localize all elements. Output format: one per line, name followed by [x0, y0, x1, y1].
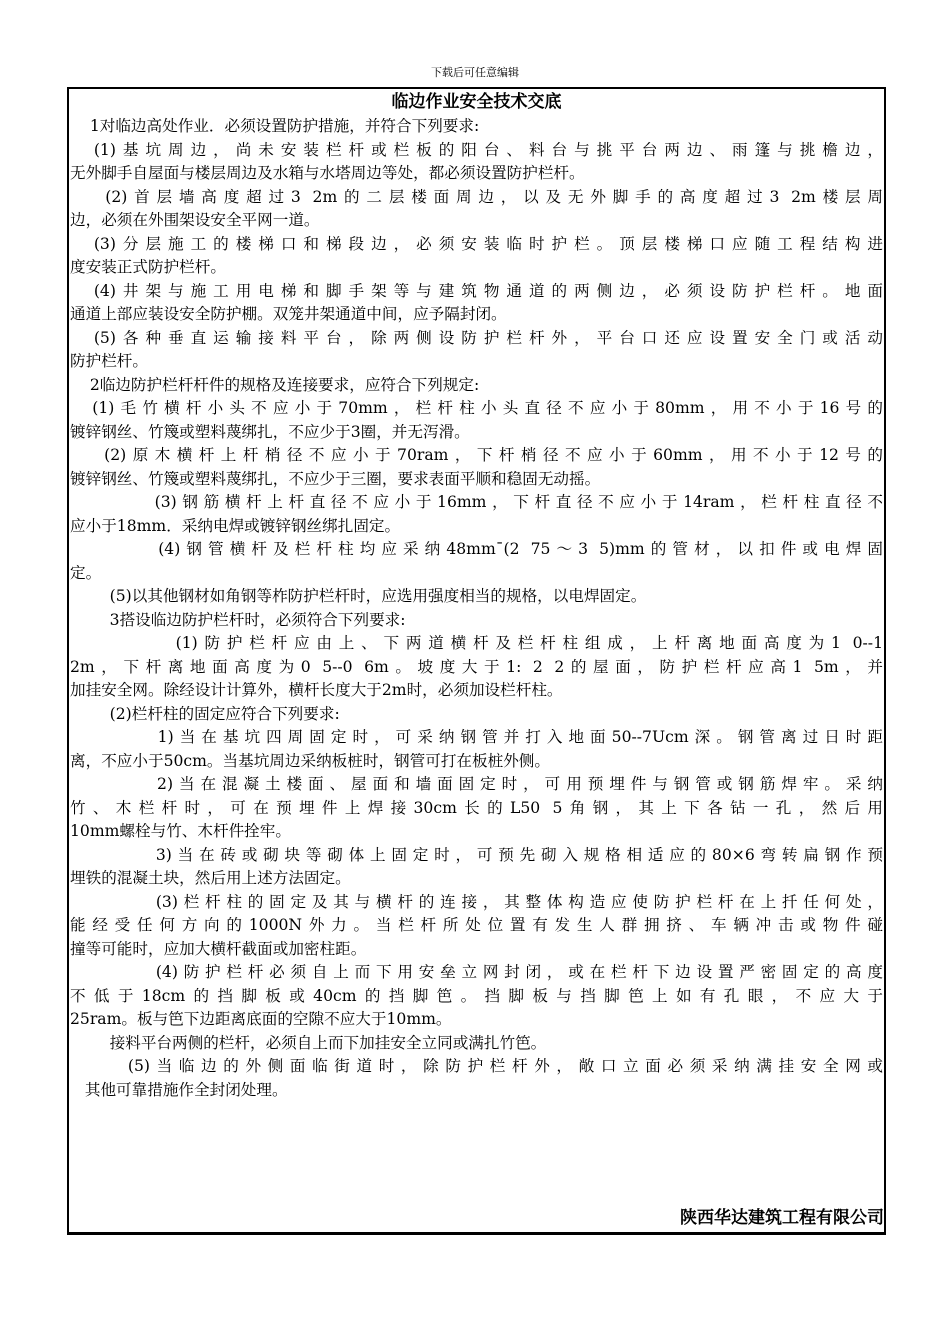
text-line: 离，不应小于50cm。当基坑周边采纳板桩时，钢管可打在板桩外侧。: [70, 751, 550, 770]
text-line: 10mm螺栓与竹、木杆件拴牢。: [70, 822, 291, 840]
text-line: 2临边防护栏杆杆件的规格及连接要求，应符合下列规定:: [70, 375, 480, 394]
text-line: 通道上部应装设安全防护棚。双笼井架通道中间，应予隔封闭。: [70, 305, 507, 323]
text-line: 定。: [70, 563, 102, 582]
text-line: 镀锌钢丝、竹篾或塑料蔑绑扎，不应少于三圈，要求表面平顺和稳固无动摇。: [70, 469, 601, 488]
text-line: 1)当在基坑四周固定时，可采纳钢管并打入地面50--7Ucm深。钢管离过日时距: [70, 728, 883, 746]
header-note: 下载后可任意编辑: [431, 66, 519, 79]
text-line: 撞等可能时，应加大横杆截面或加密柱距。: [70, 939, 367, 958]
text-line: (5)各种垂直运输接料平台，除两侧设防护栏杆外，平台口还应设置安全门或活动: [70, 328, 883, 347]
text-line: (5)当临边的外侧面临街道时，除防护栏杆外，敞口立面必须采纳满挂安全网或: [70, 1057, 883, 1075]
text-line: 埋铁的混凝土块，然后用上述方法固定。: [70, 869, 351, 887]
text-line: (4)井架与施工用电梯和脚手架等与建筑物通道的两侧边，必须设防护栏杆。地面: [70, 281, 883, 300]
text-line: 竹、木栏杆时，可在预埋件上焊接30cm长的L50 5角钢，其上下各钻一孔，然后用: [70, 798, 883, 817]
text-line: 1对临边高处作业．必须设置防护措施，并符合下列要求:: [70, 117, 480, 135]
text-line: 2m，下杆离地面高度为0 5--0 6m。坡度大于1: 2 2的屋面，防护栏杆应高1 5m，并: [70, 657, 883, 676]
text-line: 不低于18cm的挡脚板或40cm的挡脚笆。挡脚板与挡脚笆上如有孔眼，不应大于: [70, 986, 883, 1005]
document-title: 临边作业安全技术交底: [391, 92, 562, 112]
document-frame: [67, 87, 886, 1235]
text-line: (1)毛竹横杆小头不应小于70mm，栏杆柱小头直径不应小于80mm，用不小于16号的: [70, 399, 883, 417]
text-line: 无外脚手自屋面与楼层周边及水箱与水塔周边等处，都必须设置防护栏杆。: [70, 164, 585, 182]
text-line: 接料平台两侧的栏杆，必须自上而下加挂安全立同或满扎竹笆。: [70, 1033, 547, 1052]
text-line: (1)基坑周边，尚未安装栏杆或栏板的阳台、料台与挑平台两边、雨篷与挑檐边，: [70, 140, 883, 159]
text-line: 应小于18mm．采纳电焊或镀锌钢丝绑扎固定。: [70, 516, 401, 535]
text-line: (3)栏杆柱的固定及其与横杆的连接，其整体构造应使防护栏杆在上扦任何处，: [70, 892, 883, 911]
text-line: 防护栏杆。: [70, 352, 148, 370]
company-name: 陕西华达建筑工程有限公司: [680, 1208, 884, 1228]
text-line: 25ram。板与笆下边距离底面的空隙不应大于10mm。: [70, 1010, 452, 1028]
text-line: 加挂安全网。除经设计计算外，横杆长度大于2m时，必须加设栏杆柱。: [70, 681, 563, 699]
text-line: 3搭设临边防护栏杆时，必须符合下列要求:: [70, 610, 406, 629]
text-line: (3)分层施工的楼梯口和梯段边，必须安装临时护栏。顶层楼梯口应随工程结构进: [70, 234, 883, 253]
text-line: 2)当在混凝土楼面、屋面和墙面固定时，可用预埋件与钢管或钢筋焊牢。采纳: [70, 775, 883, 793]
text-line: (2)栏杆柱的固定应符合下列要求:: [70, 704, 340, 723]
text-line: 其他可靠措施作全封闭处理。: [70, 1080, 288, 1099]
text-line: 边，必须在外围架设安全平网一道。: [70, 211, 320, 229]
text-line: (3)钢筋横杆上杆直径不应小于16mm，下杆直径不应小于14ram，栏杆柱直径不: [70, 493, 883, 511]
text-line: 镀锌钢丝、竹篾或塑料蔑绑扎，不应少于3圈，并无泻滑。: [70, 422, 470, 441]
text-line: (5)以其他钢材如角钢等柞防护栏杆时，应选用强度相当的规格，以电焊固定。: [70, 587, 647, 605]
text-line: 度安装正式防护栏杆。: [70, 258, 226, 276]
text-line: (2)首层墙高度超过3 2m的二层楼面周边，以及无外脚手的高度超过3 2m楼层周: [70, 187, 883, 206]
text-line: 能经受任何方向的1000N外力。当栏杆所处位置有发生人群拥挤、车辆冲击或物件碰: [70, 916, 883, 934]
document-body: [70, 115, 883, 1102]
text-line: (2)原木横杆上杆梢径不应小于70ram，下杆梢径不应小于60mm，用不小于12号的: [70, 446, 883, 464]
text-line: (1)防护栏杆应由上、下两道横杆及栏杆柱组成，上杆离地面高度为1 0--1: [70, 634, 883, 652]
text-line: (4)防护栏杆必须自上而下用安垒立网封闭，或在栏杆下边设置严密固定的高度: [70, 963, 883, 981]
text-line: 3)当在砖或砌块等砌体上固定时，可预先砌入规格相适应的80×6弯转扁钢作预: [70, 845, 883, 864]
text-line: (4)钢管横杆及栏杆柱均应采纳48mm¯(2 75～3 5)mm的管材，以扣件或电焊固: [70, 540, 883, 558]
